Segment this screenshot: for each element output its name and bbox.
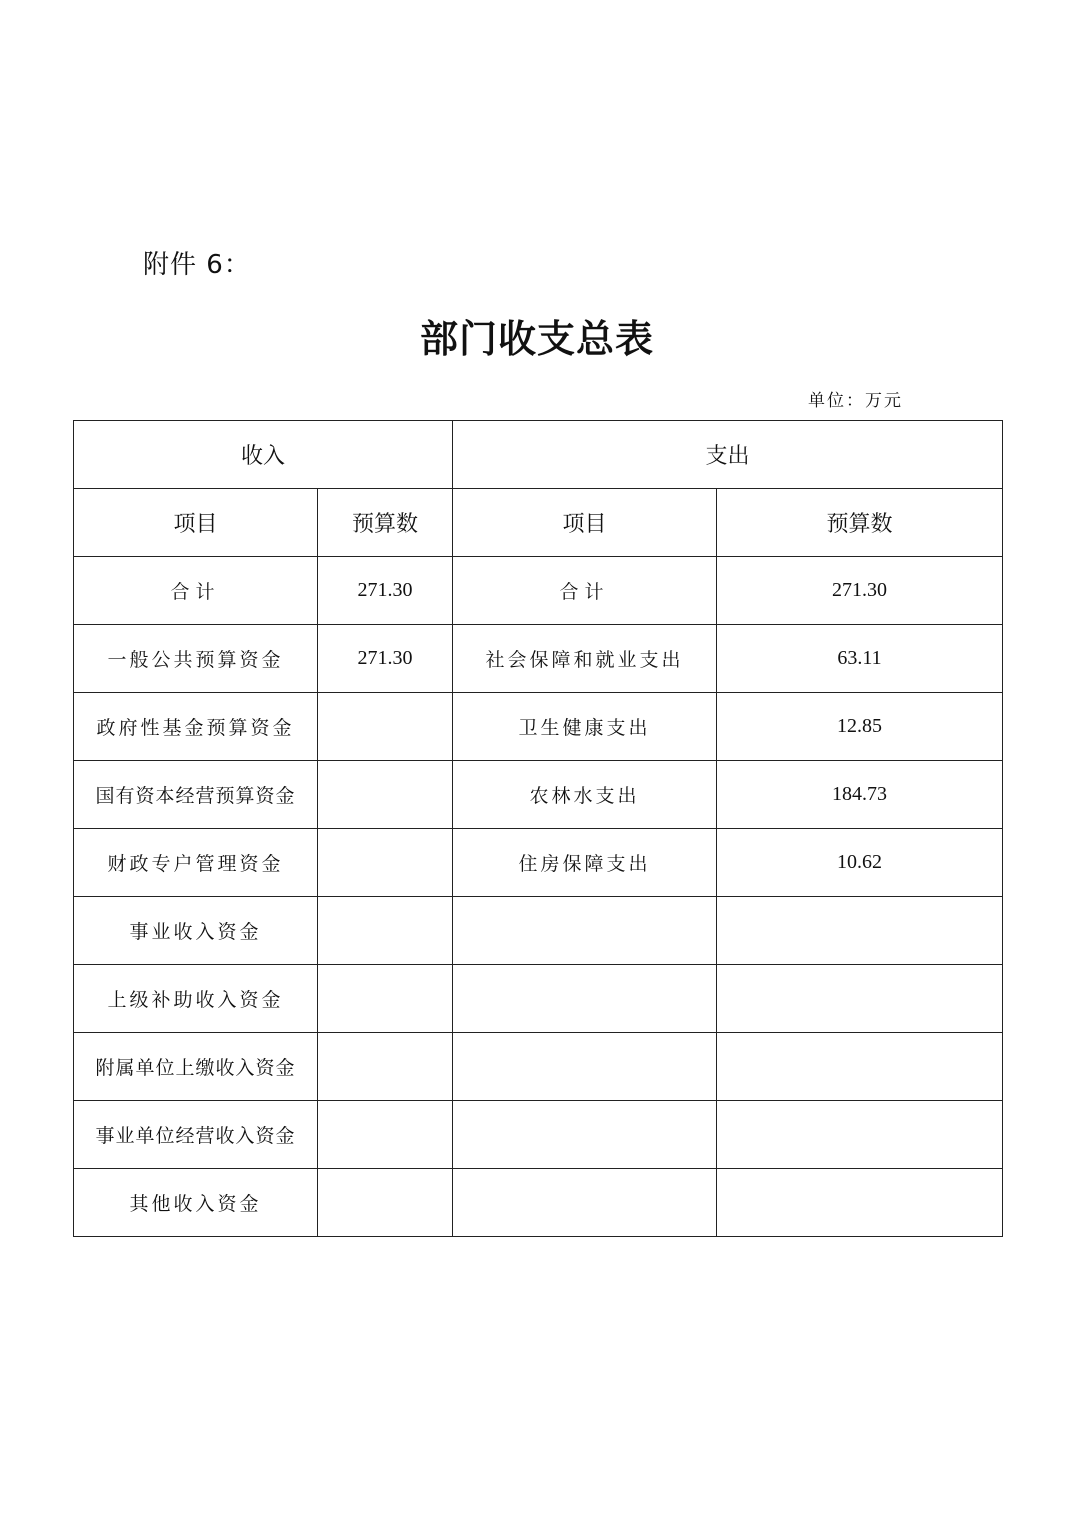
- page-title: 部门收支总表: [419, 316, 654, 361]
- income-item-cell: 一般公共预算资金: [74, 625, 318, 693]
- table-row: [74, 1169, 1003, 1237]
- income-item-cell: 附属单位上缴收入资金: [74, 1033, 318, 1101]
- expense-amount-cell: 184.73: [717, 761, 1003, 829]
- income-amount-cell: [318, 693, 453, 761]
- unit-label: 单位：万元: [808, 391, 903, 411]
- expense-item-cell: 卫生健康支出: [453, 693, 717, 761]
- income-amount-cell: [318, 829, 453, 897]
- income-item-header: 项目: [74, 489, 318, 557]
- income-group-header: 收入: [74, 421, 453, 489]
- expense-item-header: 项目: [453, 489, 717, 557]
- expense-item-cell: [453, 965, 717, 1033]
- income-item-cell: 上级补助收入资金: [74, 965, 318, 1033]
- table-row: [74, 625, 1003, 693]
- expense-item-cell: 合计: [453, 557, 717, 625]
- expense-item-cell: [453, 1101, 717, 1169]
- income-item-cell: 事业收入资金: [74, 897, 318, 965]
- expense-amount-cell: 12.85: [717, 693, 1003, 761]
- expense-amount-cell: [717, 965, 1003, 1033]
- table-row: [74, 829, 1003, 897]
- table-row: [74, 965, 1003, 1033]
- income-item-cell: 政府性基金预算资金: [74, 693, 318, 761]
- table-row: [74, 693, 1003, 761]
- expense-amount-cell: [717, 1169, 1003, 1237]
- group-header-row: [74, 421, 1003, 489]
- income-amount-cell: [318, 761, 453, 829]
- expense-amount-cell: 271.30: [717, 557, 1003, 625]
- table-row: [74, 557, 1003, 625]
- income-item-cell: 合计: [74, 557, 318, 625]
- expense-amount-cell: [717, 897, 1003, 965]
- income-amount-cell: 271.30: [318, 625, 453, 693]
- income-item-cell: 事业单位经营收入资金: [74, 1101, 318, 1169]
- income-amount-cell: [318, 1169, 453, 1237]
- expense-amount-cell: [717, 1033, 1003, 1101]
- income-item-cell: 其他收入资金: [74, 1169, 318, 1237]
- income-amount-cell: [318, 1033, 453, 1101]
- attachment-label: 附件 6：: [143, 250, 251, 280]
- expense-item-cell: [453, 897, 717, 965]
- income-amount-cell: [318, 1101, 453, 1169]
- column-header-row: [74, 489, 1003, 557]
- income-amount-header: 预算数: [318, 489, 453, 557]
- expense-amount-cell: 10.62: [717, 829, 1003, 897]
- expense-item-cell: 住房保障支出: [453, 829, 717, 897]
- expense-item-cell: 农林水支出: [453, 761, 717, 829]
- income-amount-cell: [318, 965, 453, 1033]
- table-row: [74, 1101, 1003, 1169]
- table-row: [74, 761, 1003, 829]
- expense-item-cell: 社会保障和就业支出: [453, 625, 717, 693]
- income-item-cell: 国有资本经营预算资金: [74, 761, 318, 829]
- table-row: [74, 1033, 1003, 1101]
- income-amount-cell: 271.30: [318, 557, 453, 625]
- income-expense-summary-table: [73, 420, 1003, 1237]
- expense-item-cell: [453, 1033, 717, 1101]
- expense-item-cell: [453, 1169, 717, 1237]
- expense-amount-header: 预算数: [717, 489, 1003, 557]
- income-amount-cell: [318, 897, 453, 965]
- expense-amount-cell: 63.11: [717, 625, 1003, 693]
- expense-amount-cell: [717, 1101, 1003, 1169]
- expense-group-header: 支出: [453, 421, 1003, 489]
- table-row: [74, 897, 1003, 965]
- income-item-cell: 财政专户管理资金: [74, 829, 318, 897]
